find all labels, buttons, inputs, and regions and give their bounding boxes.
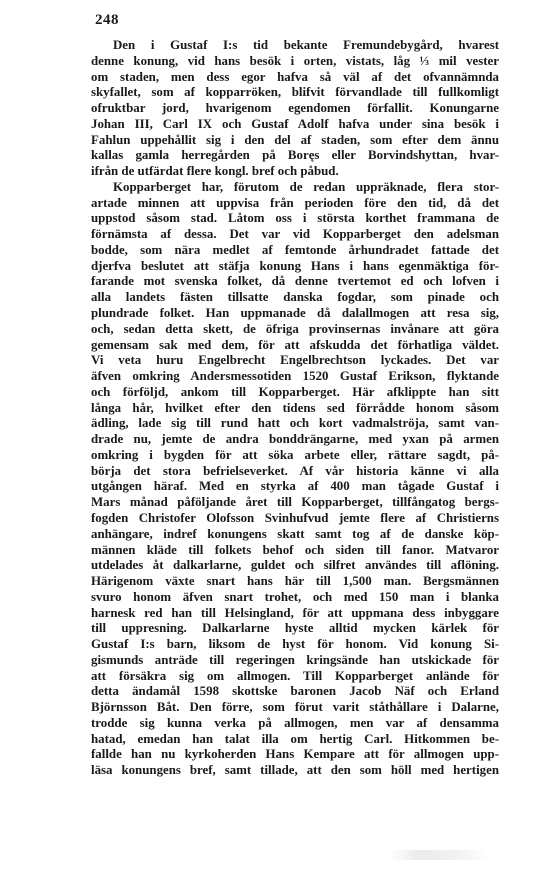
text-line: börja det stora befrielseverket. Af vår historia känne vi alla xyxy=(91,463,499,478)
text-line: skyfallet, som af kopparröken, blifvit förvandlade till fullkomligt xyxy=(91,85,499,100)
text-line: Johan III, Carl IX och Gustaf Adolf hafva under sina besök i xyxy=(91,116,499,131)
text-line: Björnsson Båt. Den förre, som förut varit ståthållare i Dalarne, xyxy=(91,700,499,715)
text-line: gismunds anträde till regeringen kringsände han utskickade för xyxy=(91,652,499,667)
text-line: Vi veta huru Engelbrecht Engelbrechtson lyckades. Det var xyxy=(91,353,499,368)
scan-smudge xyxy=(388,850,488,860)
text-line: drade nu, jemte de andra bonddrängarne, med yxan på armen xyxy=(91,432,499,447)
text-line: anhängare, indref konungens skatt samt tog af de danske köp- xyxy=(91,526,499,541)
text-line: läsa konungens bref, samt tillade, att den som höll med hertigen xyxy=(91,763,499,778)
text-line: Mars månad påföljande året till Kopparberget, tillfångatog bergs- xyxy=(91,495,499,510)
text-line: farande mot svenska folket, då denne tvertemot ed och lofven i xyxy=(91,274,499,289)
text-line: förnämsta af dessa. Det var vid Kopparberget den adelsman xyxy=(91,227,499,242)
text-line: artade minnen att uppvisa från perioden före den tid, då det xyxy=(91,195,499,210)
text-line: att försäkra sig om allmogen. Till Kopparberget anlände för xyxy=(91,668,499,683)
text-line: långa hår, hvilket efter den tidens sed förrådde honom såsom xyxy=(91,400,499,415)
text-line: Kopparberget har, förutom de redan uppräknade, flera stor- xyxy=(113,179,499,194)
text-line: kallas gamla herregården på Boręs eller Borvindshyttan, hvar- xyxy=(91,148,499,163)
text-line: om staden, men dess egor hafva så väl af det ofvannämnda xyxy=(91,69,499,84)
text-line: alla landets fästen tillsatte danska fogdar, som pinade och xyxy=(91,290,499,305)
body-text xyxy=(91,38,499,779)
text-line: utdelades åt dalkarlarne, guldet och silfret användes till aflöning. xyxy=(91,558,499,573)
text-line: utgången häraf. Med en styrka af 400 man tågade Gustaf i xyxy=(91,479,499,494)
text-line: ifrån de utfärdat flere kongl. bref och påbud. xyxy=(91,164,339,179)
text-line: trodde sig kunna verka på allmogen, men var af densamma xyxy=(91,715,499,730)
text-line: Den i Gustaf I:s tid bekante Fremundebygård, hvarest xyxy=(113,38,499,52)
text-line: gemensam sak med dem, för att afskudda det förhatliga väldet. xyxy=(91,337,499,352)
text-line: till uppresning. Dalkarlarne hyste alltid mycken kärlek för xyxy=(91,621,499,636)
text-line: äfven omkring Andersmessotiden 1520 Gustaf Erikson, flyktande xyxy=(91,369,499,384)
text-line: omkring i bygden för att söka arbete eller, rättare sagdt, på- xyxy=(91,447,499,462)
text-line: Gustaf I:s barn, liksom de hyst för honom. Vid konung Si- xyxy=(91,637,499,652)
text-line: denne konung, vid hans besök i orten, vistats, låg ⅓ mil vester xyxy=(91,53,499,68)
text-line: männen kläde till folkets behof och siden till fanor. Matvaror xyxy=(91,542,499,557)
text-line: hatad, emedan han talat illa om hertig Carl. Hitkommen be- xyxy=(91,731,499,746)
text-line: svuro honom äfven snart trohet, och med 150 man i blanka xyxy=(91,589,499,604)
text-line: och förföljd, ankom till Kopparberget. Här afklippte han sitt xyxy=(91,384,499,399)
text-line: fallde han nu kyrkoherden Hans Kempare att för allmogen upp- xyxy=(91,747,499,762)
text-line: Fahlun uppehållit sig i den del af staden, som efter dem ännu xyxy=(91,132,499,147)
text-line: fogden Christofer Olofsson Svinhufvud jemte flere af Christierns xyxy=(91,510,499,525)
text-line: och, sedan detta skett, de öfriga provinsernas invånare att göra xyxy=(91,321,499,336)
text-line: plundrade folket. Han uppmanade då dalallmogen att resa sig, xyxy=(91,306,499,321)
text-line: bodde, som nära medlet af femtonde århundradet fattade det xyxy=(91,242,499,257)
text-line: harnesk red han till Helsingland, för att uppmana dess inbyggare xyxy=(91,605,499,620)
page-number: 248 xyxy=(95,12,119,28)
text-line: detta ändamål 1598 skottske baronen Jacob Näf och Erland xyxy=(91,684,499,699)
text-line: ädling, lade sig till rund hatt och kort vadmalströja, samt van- xyxy=(91,416,499,431)
text-line: ofruktbar jord, hvarigenom egendomen förfallit. Konungarne xyxy=(91,101,499,116)
text-line: djerfva beslutet att stäfja konung Hans i hans egenmäktiga för- xyxy=(91,258,499,273)
text-line: uppstod såsom stad. Låtom oss i största korthet frammana de xyxy=(91,211,499,226)
text-line: Härigenom växte snart hans här till 1,500 man. Bergsmännen xyxy=(91,574,499,589)
